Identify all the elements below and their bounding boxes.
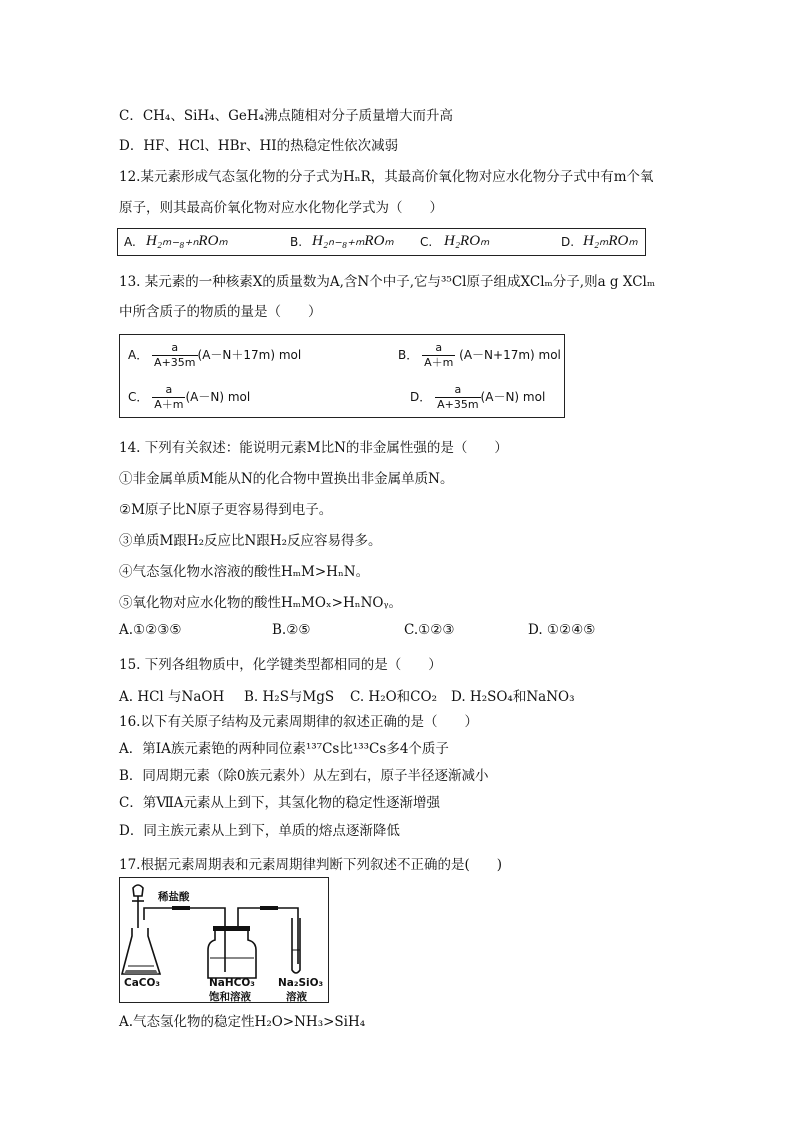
q16-option-b: B．同周期元素（除0族元素外）从左到右，原子半径逐渐减小	[119, 768, 489, 784]
q13-option-b-label: B．	[398, 348, 419, 362]
q16-option-c: C．第ⅦA元素从上到下，其氢化物的稳定性逐渐增强	[119, 795, 441, 811]
q14-option-b: B.②⑤	[272, 622, 311, 638]
question-14-stem: 14. 下列有关叙述：能说明元素M比N的非金属性强的是（ ）	[119, 440, 508, 456]
q13-option-d-tail: (A－N) mol	[480, 390, 546, 404]
q13-a-numerator: a	[171, 341, 179, 354]
flask-label: CaCO₃	[124, 977, 161, 989]
q13-option-d-fraction	[435, 383, 480, 412]
q13-option-c-fraction	[152, 383, 185, 412]
question-12-options-box	[117, 228, 646, 256]
q14-statement-4: ④气态氢化物水溶液的酸性HₘM>HₙN。	[119, 564, 370, 580]
q14-statement-5: ⑤氧化物对应水化物的酸性HₘMOₓ>HₙNOᵧ。	[119, 595, 403, 611]
q13-option-a-label: A．	[128, 348, 149, 362]
apparatus-diagram	[119, 877, 329, 1003]
bottle-label-2: 饱和溶液	[209, 991, 251, 1003]
q12-option-d-label: D.	[561, 235, 575, 249]
q14-statement-3: ③单质M跟H₂反应比N跟H₂反应容易得多。	[119, 533, 382, 549]
q13-c-numerator: a	[165, 383, 173, 396]
q13-b-numerator: a	[435, 341, 443, 354]
q14-statement-1: ①非金属单质M能从N的化合物中置换出非金属单质N。	[119, 471, 454, 487]
q13-d-numerator: a	[454, 383, 462, 396]
tube-label-2: 溶液	[286, 991, 307, 1003]
q13-option-a-fraction	[152, 341, 197, 370]
question-16-stem: 16.以下有关原子结构及元素周期律的叙述正确的是（ ）	[119, 714, 478, 730]
question-12-line-2: 原子，则其最高价氧化物对应水化物化学式为（ ）	[119, 200, 443, 216]
acid-label: 稀盐酸	[158, 891, 190, 903]
q15-option-a: A. HCl 与NaOH	[119, 689, 225, 705]
q13-option-d-label: D．	[410, 390, 432, 404]
question-12-line-1: 12.某元素形成气态氢化物的分子式为HₙR，其最高价氧化物对应水化物分子式中有m个氧	[119, 169, 654, 185]
question-13-options-box	[119, 334, 565, 418]
q13-option-a	[128, 341, 301, 370]
q14-option-d: D. ①②④⑤	[528, 622, 596, 638]
option-c-line: C．CH₄、SiH₄、GeH₄沸点随相对分子质量增大而升高	[119, 108, 454, 124]
q13-option-a-tail: (A－N＋17m) mol	[197, 348, 302, 362]
tube-label-1: Na₂SiO₃	[278, 977, 324, 989]
conical-flask	[122, 928, 160, 974]
q14-option-c: C.①②③	[404, 622, 455, 638]
q13-option-d	[410, 383, 545, 412]
flask-solid	[124, 970, 158, 974]
q13-c-denominator: A＋m	[154, 398, 184, 411]
funnel-bulb	[133, 885, 143, 896]
q13-option-b-tail: (A－N+17m) mol	[459, 348, 561, 362]
q12-option-c-formula: H₂ROₘ	[444, 233, 490, 249]
q13-a-denominator: A+35m	[154, 356, 196, 369]
question-15-stem: 15. 下列各组物质中，化学键类型都相同的是（ ）	[119, 657, 442, 673]
q13-option-c-tail: (A－N) mol	[185, 390, 251, 404]
q13-option-b	[398, 341, 561, 370]
q12-option-b-label: B.	[290, 235, 303, 249]
q13-option-b-fraction	[422, 341, 455, 370]
q13-option-c	[128, 383, 250, 412]
q13-b-denominator: A＋m	[424, 356, 454, 369]
q12-option-a-label: A.	[124, 235, 136, 249]
delivery-tube-1	[144, 908, 225, 930]
q12-option-a-formula: H₂ₘ₋₈₊ₙROₘ	[146, 233, 228, 249]
q16-option-a: A．第IA族元素铯的两种同位素¹³⁷Cs比¹³³Cs多4个质子	[119, 741, 449, 757]
q13-option-c-label: C．	[128, 390, 149, 404]
q12-option-b-formula: H₂ₙ₋₈₊ₘROₘ	[312, 233, 394, 249]
bottle-stopper	[213, 926, 250, 931]
q12-option-c-label: C.	[420, 235, 433, 249]
q14-option-a: A.①②③⑤	[119, 622, 182, 638]
delivery-tube-2	[238, 908, 298, 964]
option-d-line: D．HF、HCl、HBr、HI的热稳定性依次减弱	[119, 138, 399, 154]
question-13-line-1: 13. 某元素的一种核素X的质量数为A,含N个中子,它与³⁵Cl原子组成XClₘ分子,则a g XClₘ	[119, 274, 656, 290]
bottle-label-1: NaHCO₃	[209, 977, 255, 989]
q14-statement-2: ②M原子比N原子更容易得到电子。	[119, 502, 333, 518]
gas-washing-bottle	[208, 930, 256, 978]
q15-option-c: C. H₂O和CO₂	[350, 689, 437, 705]
q12-option-d-formula: H₂ₘROₘ	[583, 233, 638, 249]
q15-option-d: D. H₂SO₄和NaNO₃	[451, 689, 575, 705]
q15-option-b: B. H₂S与MgS	[244, 689, 335, 705]
question-13-line-2: 中所含质子的物质的量是（ ）	[119, 304, 322, 320]
q17-option-a: A.气态氢化物的稳定性H₂O>NH₃>SiH₄	[119, 1014, 366, 1030]
question-17-stem: 17.根据元素周期表和元素周期律判断下列叙述不正确的是( )	[119, 857, 503, 873]
q13-d-denominator: A+35m	[437, 398, 479, 411]
q16-option-d: D．同主族元素从上到下，单质的熔点逐渐降低	[119, 823, 400, 839]
